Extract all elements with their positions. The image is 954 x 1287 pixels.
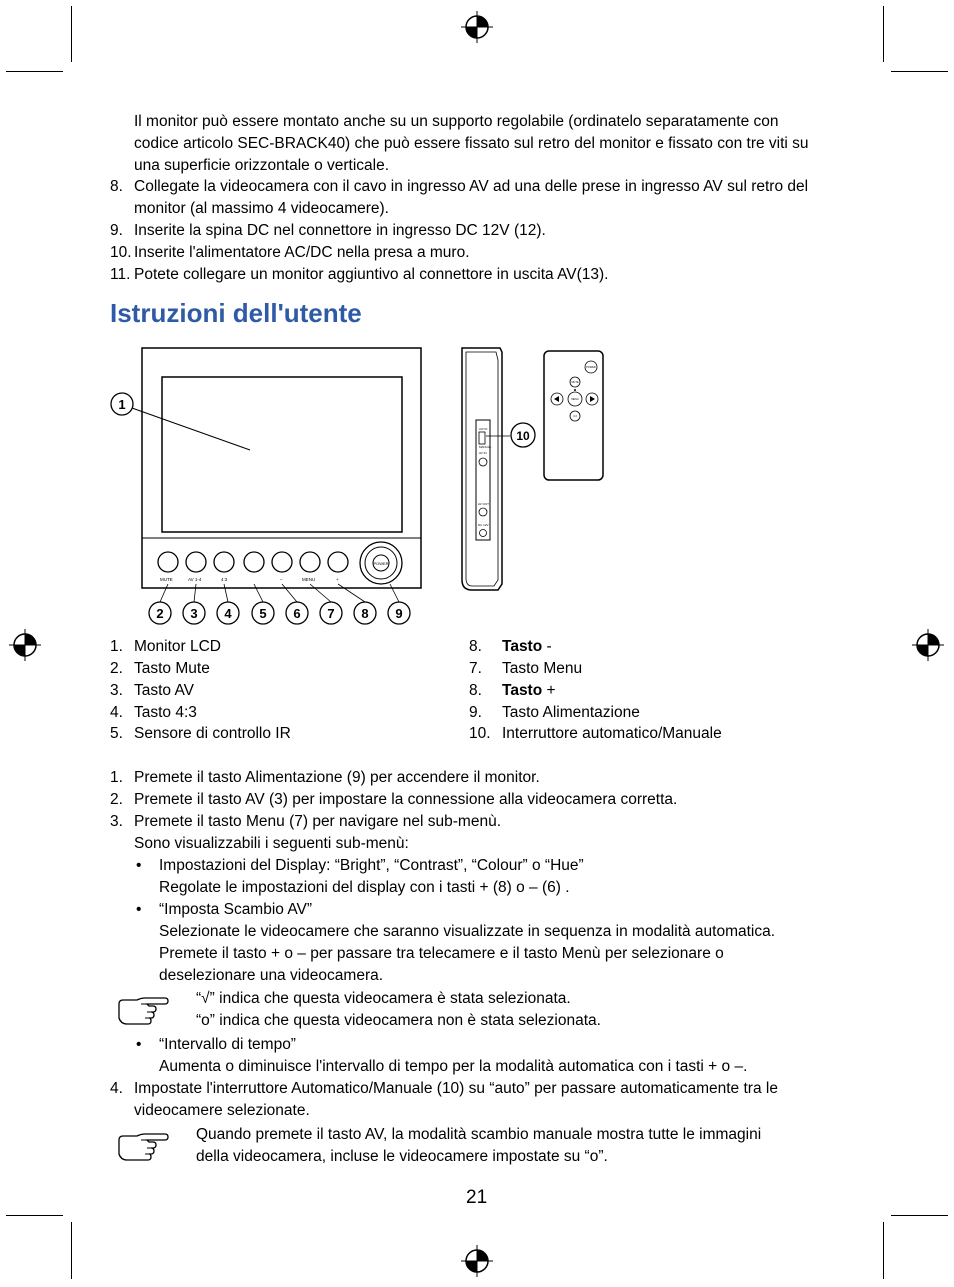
legend-number: 2. (110, 660, 123, 677)
intro-paragraph-line: codice articolo SEC-BRACK40) che può essere fissato sul retro del monitor e fissato con tre viti su (134, 135, 809, 152)
callout-5 (252, 602, 274, 624)
bullet-text: deselezionare una videocamera. (159, 967, 384, 984)
step-number: 8. (110, 178, 123, 195)
svg-text:5: 5 (259, 606, 267, 621)
pointing-hand-icon (117, 1132, 169, 1162)
note-text: “√” indica che questa videocamera è stata selezionata. (196, 990, 571, 1007)
legend-text: - (542, 638, 552, 655)
legend-number: 1. (110, 638, 123, 655)
crop-mark (891, 71, 948, 72)
step-number: 11. (110, 266, 131, 283)
bullet-text: Selezionate le videocamere che saranno visualizzate in sequenza in modalità automatica. (159, 923, 776, 940)
bullet-text: Aumenta o diminuisce l'intervallo di tempo per la modalità automatica con i tasti + o –. (159, 1058, 748, 1075)
auto-manual-switch-icon (479, 432, 485, 444)
svg-text:6: 6 (293, 606, 301, 621)
svg-text:MENU: MENU (571, 398, 579, 401)
callout-8 (354, 602, 376, 624)
callout-10 (511, 423, 535, 447)
legend-item: Sensore di controllo IR (134, 725, 291, 742)
legend-item: Tasto Mute (134, 660, 210, 677)
registration-mark-icon (912, 629, 944, 661)
step-text: Collegate la videocamera con il cavo in ingresso AV ad una delle prese in ingresso AV sul retro del (134, 178, 809, 195)
instruction-text: Impostate l'interruttore Automatico/Manuale (10) su “auto” per passare automaticamente tra le (134, 1080, 778, 1097)
svg-text:4:3: 4:3 (221, 577, 228, 582)
crop-mark (6, 1215, 63, 1216)
instruction-text: Premete il tasto Menu (7) per navigare nel sub-menù. (134, 813, 502, 830)
svg-text:AUTO: AUTO (479, 427, 488, 431)
crop-mark (891, 1215, 948, 1216)
legend-number: 8. (469, 682, 482, 699)
registration-mark-icon (9, 629, 41, 661)
step-text: monitor (al massimo 4 videocamere). (134, 200, 389, 217)
svg-text:4: 4 (224, 606, 232, 621)
svg-text:AV IN: AV IN (479, 451, 487, 455)
crop-mark (71, 1222, 72, 1279)
instruction-number: 2. (110, 791, 123, 808)
svg-text:8: 8 (361, 606, 369, 621)
legend-number: 4. (110, 704, 123, 721)
bullet: • (136, 857, 142, 874)
legend-item: Tasto AV (134, 682, 195, 699)
step-text: Inserite la spina DC nel connettore in ingresso DC 12V (12). (134, 222, 546, 239)
legend-item: Interruttore automatico/Manuale (502, 725, 722, 742)
lcd-screen (162, 377, 402, 532)
svg-text:3: 3 (190, 606, 198, 621)
callout-7 (320, 602, 342, 624)
crop-mark (6, 71, 63, 72)
instruction-text: Premete il tasto Alimentazione (9) per accendere il monitor. (134, 769, 540, 786)
svg-text:AV OUT: AV OUT (478, 502, 489, 506)
page-number: 21 (466, 1187, 488, 1208)
step-text: Potete collegare un monitor aggiuntivo al connettore in uscita AV(13). (134, 266, 609, 283)
registration-mark-icon (461, 11, 493, 43)
svg-text:7: 7 (327, 606, 335, 621)
legend-item: Tasto Menu (502, 660, 583, 677)
note-text: della videocamera, incluse le videocamere impostate su “o”. (196, 1148, 608, 1165)
legend-item: Tasto 4:3 (134, 704, 197, 721)
legend-number: 10. (469, 725, 491, 742)
svg-text:MANUAL: MANUAL (479, 445, 492, 449)
svg-text:MENU: MENU (302, 577, 316, 582)
instruction-number: 4. (110, 1080, 123, 1097)
svg-text:MUTE: MUTE (160, 577, 173, 582)
legend-text: + (542, 682, 556, 699)
bullet-text: Premete il tasto + o – per passare tra telecamere e il tasto Menù per selezionare o (159, 945, 724, 962)
svg-text:4:3: 4:3 (573, 415, 577, 418)
instruction-number: 3. (110, 813, 123, 830)
legend-number: 3. (110, 682, 123, 699)
instruction-number: 1. (110, 769, 123, 786)
legend-bold-label: Tasto (502, 682, 543, 699)
legend-number: 9. (469, 704, 482, 721)
bullet: • (136, 901, 142, 918)
svg-text:+: + (336, 577, 339, 582)
registration-mark-icon (461, 1245, 493, 1277)
callout-4 (217, 602, 239, 624)
crop-mark (883, 1222, 884, 1279)
note-text: “o” indica che questa videocamera non è stata selezionata. (196, 1012, 601, 1029)
instruction-text: Sono visualizzabili i seguenti sub-menù: (134, 835, 409, 852)
legend-item (502, 636, 552, 658)
callout-1 (111, 393, 133, 415)
bullet-text: “Intervallo di tempo” (159, 1036, 296, 1053)
step-number: 10. (110, 244, 132, 261)
bullet-text: Regolate le impostazioni del display con i tasti + (8) o – (6) . (159, 879, 570, 896)
callout-2 (149, 602, 171, 624)
svg-text:1: 1 (118, 397, 126, 412)
instruction-text: videocamere selezionate. (134, 1102, 310, 1119)
svg-text:2: 2 (156, 606, 164, 621)
svg-text:POWER: POWER (373, 561, 389, 566)
svg-text:MUTE: MUTE (571, 381, 579, 384)
svg-text:–: – (280, 577, 283, 582)
instruction-text: Premete il tasto AV (3) per impostare la connessione alla videocamera corretta. (134, 791, 678, 808)
step-number: 9. (110, 222, 123, 239)
callout-9 (388, 602, 410, 624)
svg-text:10: 10 (516, 429, 530, 443)
bullet: • (136, 1036, 142, 1053)
section-title: Istruzioni dell'utente (110, 298, 362, 328)
svg-text:DC 12V: DC 12V (478, 523, 489, 527)
remote-control-icon (544, 351, 603, 480)
svg-text:AV 1-4: AV 1-4 (188, 577, 202, 582)
bullet-text: “Imposta Scambio AV” (159, 901, 313, 918)
pointing-hand-icon (117, 996, 169, 1026)
step-text: Inserite l'alimentatore AC/DC nella presa a muro. (134, 244, 470, 261)
svg-text:POWER: POWER (586, 366, 596, 369)
callout-6 (286, 602, 308, 624)
intro-paragraph-line: Il monitor può essere montato anche su un supporto regolabile (ordinatelo separatamente con (134, 113, 779, 130)
intro-paragraph-line: una superficie orizzontale o verticale. (134, 157, 390, 174)
note-text: Quando premete il tasto AV, la modalità scambio manuale mostra tutte le immagini (196, 1126, 762, 1143)
legend-bold-label: Tasto (502, 638, 543, 655)
legend-number: 5. (110, 725, 123, 742)
legend-item (502, 680, 556, 702)
monitor-diagram (100, 340, 620, 630)
bullet-text: Impostazioni del Display: “Bright”, “Contrast”, “Colour” o “Hue” (159, 857, 584, 874)
legend-number: 7. (469, 660, 482, 677)
legend-item: Monitor LCD (134, 638, 221, 655)
legend-number: 8. (469, 638, 482, 655)
legend-item: Tasto Alimentazione (502, 704, 640, 721)
svg-text:9: 9 (395, 606, 403, 621)
callout-3 (183, 602, 205, 624)
crop-mark (883, 6, 884, 62)
crop-mark (71, 6, 72, 62)
